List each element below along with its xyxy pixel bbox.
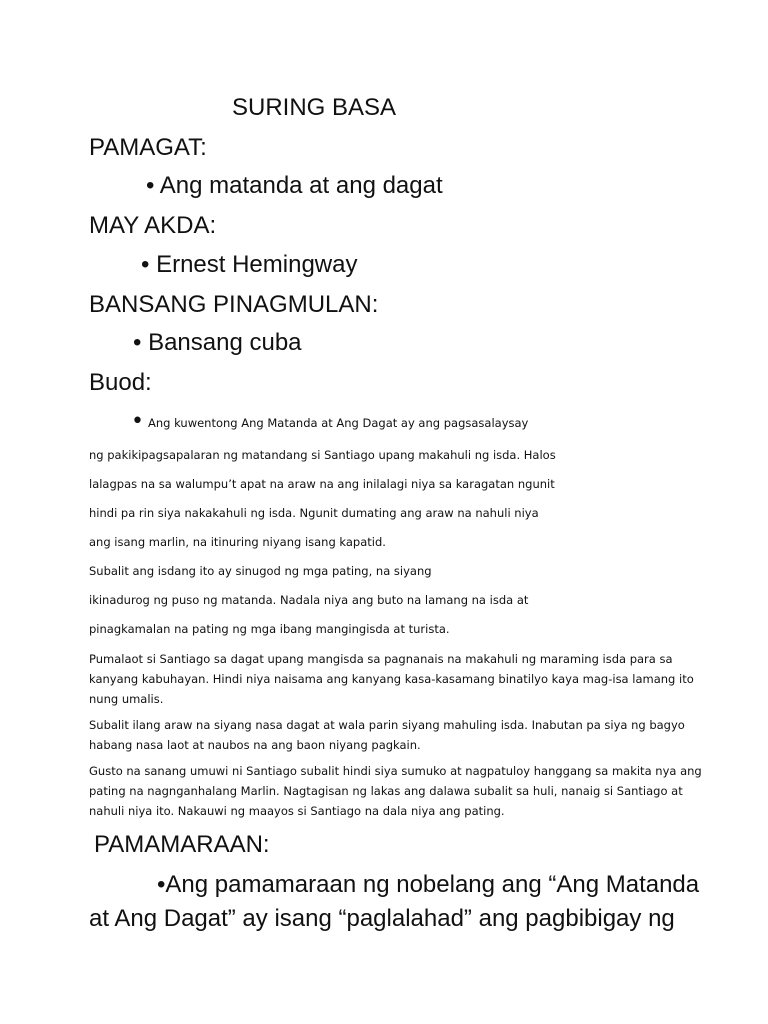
buod-bullet: • xyxy=(131,409,144,434)
bansa-label: BANSANG PINAGMULAN: xyxy=(89,291,379,318)
buod-line: hindi pa rin siya nakakahuli ng isda. Ngunit dumating ang araw na nahuli niya xyxy=(89,506,539,520)
paragraph-line: Gusto na sanang umuwi ni Santiago subalit hindi siya sumuko at nagpatuloy hanggang sa makita nya ang xyxy=(89,764,702,778)
buod-line: ikinadurog ng puso ng matanda. Nadala niya ang buto na lamang na isda at xyxy=(89,593,529,607)
document-title: SURING BASA xyxy=(232,94,397,121)
paragraph-line: kanyang kabuhayan. Hindi niya naisama ang kanyang kasa-kasamang binatilyo kaya mag-isa lamang ito xyxy=(89,672,694,686)
buod-line: lalagpas na sa walumpu’t apat na araw na ang inilalagi niya sa karagatan ngunit xyxy=(89,477,555,491)
summary-paragraph-1 xyxy=(89,649,694,709)
buod-line: Ang kuwentong Ang Matanda at Ang Dagat ay ang pagsasalaysay xyxy=(148,416,529,430)
may-akda-value: • Ernest Hemingway xyxy=(141,251,358,278)
paragraph-line: Subalit ilang araw na siyang nasa dagat at wala parin siyang mahuling isda. Inabutan pa siya ng bagyo xyxy=(89,718,685,732)
may-akda-label: MAY AKDA: xyxy=(89,212,217,239)
pamamaraan-text xyxy=(89,868,700,936)
paragraph-line: nung umalis. xyxy=(89,692,164,706)
summary-paragraph-2 xyxy=(89,715,689,755)
paragraph-line: habang nasa laot at naubos na ang baon niyang pagkain. xyxy=(89,738,421,752)
paragraph-line: Pumalaot si Santiago sa dagat upang mangisda sa pagnanais na makahuli ng maraming isda para sa xyxy=(89,652,673,666)
pamagat-label: PAMAGAT: xyxy=(89,134,207,161)
paragraph-line: nahuli niya ito. Nakauwi ng maayos si Santiago na dala niya ang pating. xyxy=(89,804,505,818)
summary-paragraph-3 xyxy=(89,761,702,821)
buod-line: pinagkamalan na pating ng mga ibang mangingisda at turista. xyxy=(89,622,450,636)
buod-line: ang isang marlin, na itinuring niyang isang kapatid. xyxy=(89,535,386,549)
pamamaraan-line: at Ang Dagat” ay isang “paglalahad” ang pagbibigay ng xyxy=(89,905,675,932)
bansa-value: • Bansang cuba xyxy=(133,329,302,356)
buod-line: Subalit ang isdang ito ay sinugod ng mga pating, na siyang xyxy=(89,564,432,578)
pamamaraan-line: •Ang pamamaraan ng nobelang ang “Ang Matanda xyxy=(157,871,700,898)
paragraph-line: pating na nagnganhalang Marlin. Nagtagisan ng lakas ang dalawa subalit sa huli, nanaig si Santiago at xyxy=(89,784,683,798)
pamamaraan-label: PAMAMARAAN: xyxy=(94,831,270,858)
buod-line: ng pakikipagsapalaran ng matandang si Santiago upang makahuli ng isda. Halos xyxy=(89,448,556,462)
pamagat-value: • Ang matanda at ang dagat xyxy=(146,172,443,199)
buod-label: Buod: xyxy=(89,369,152,396)
